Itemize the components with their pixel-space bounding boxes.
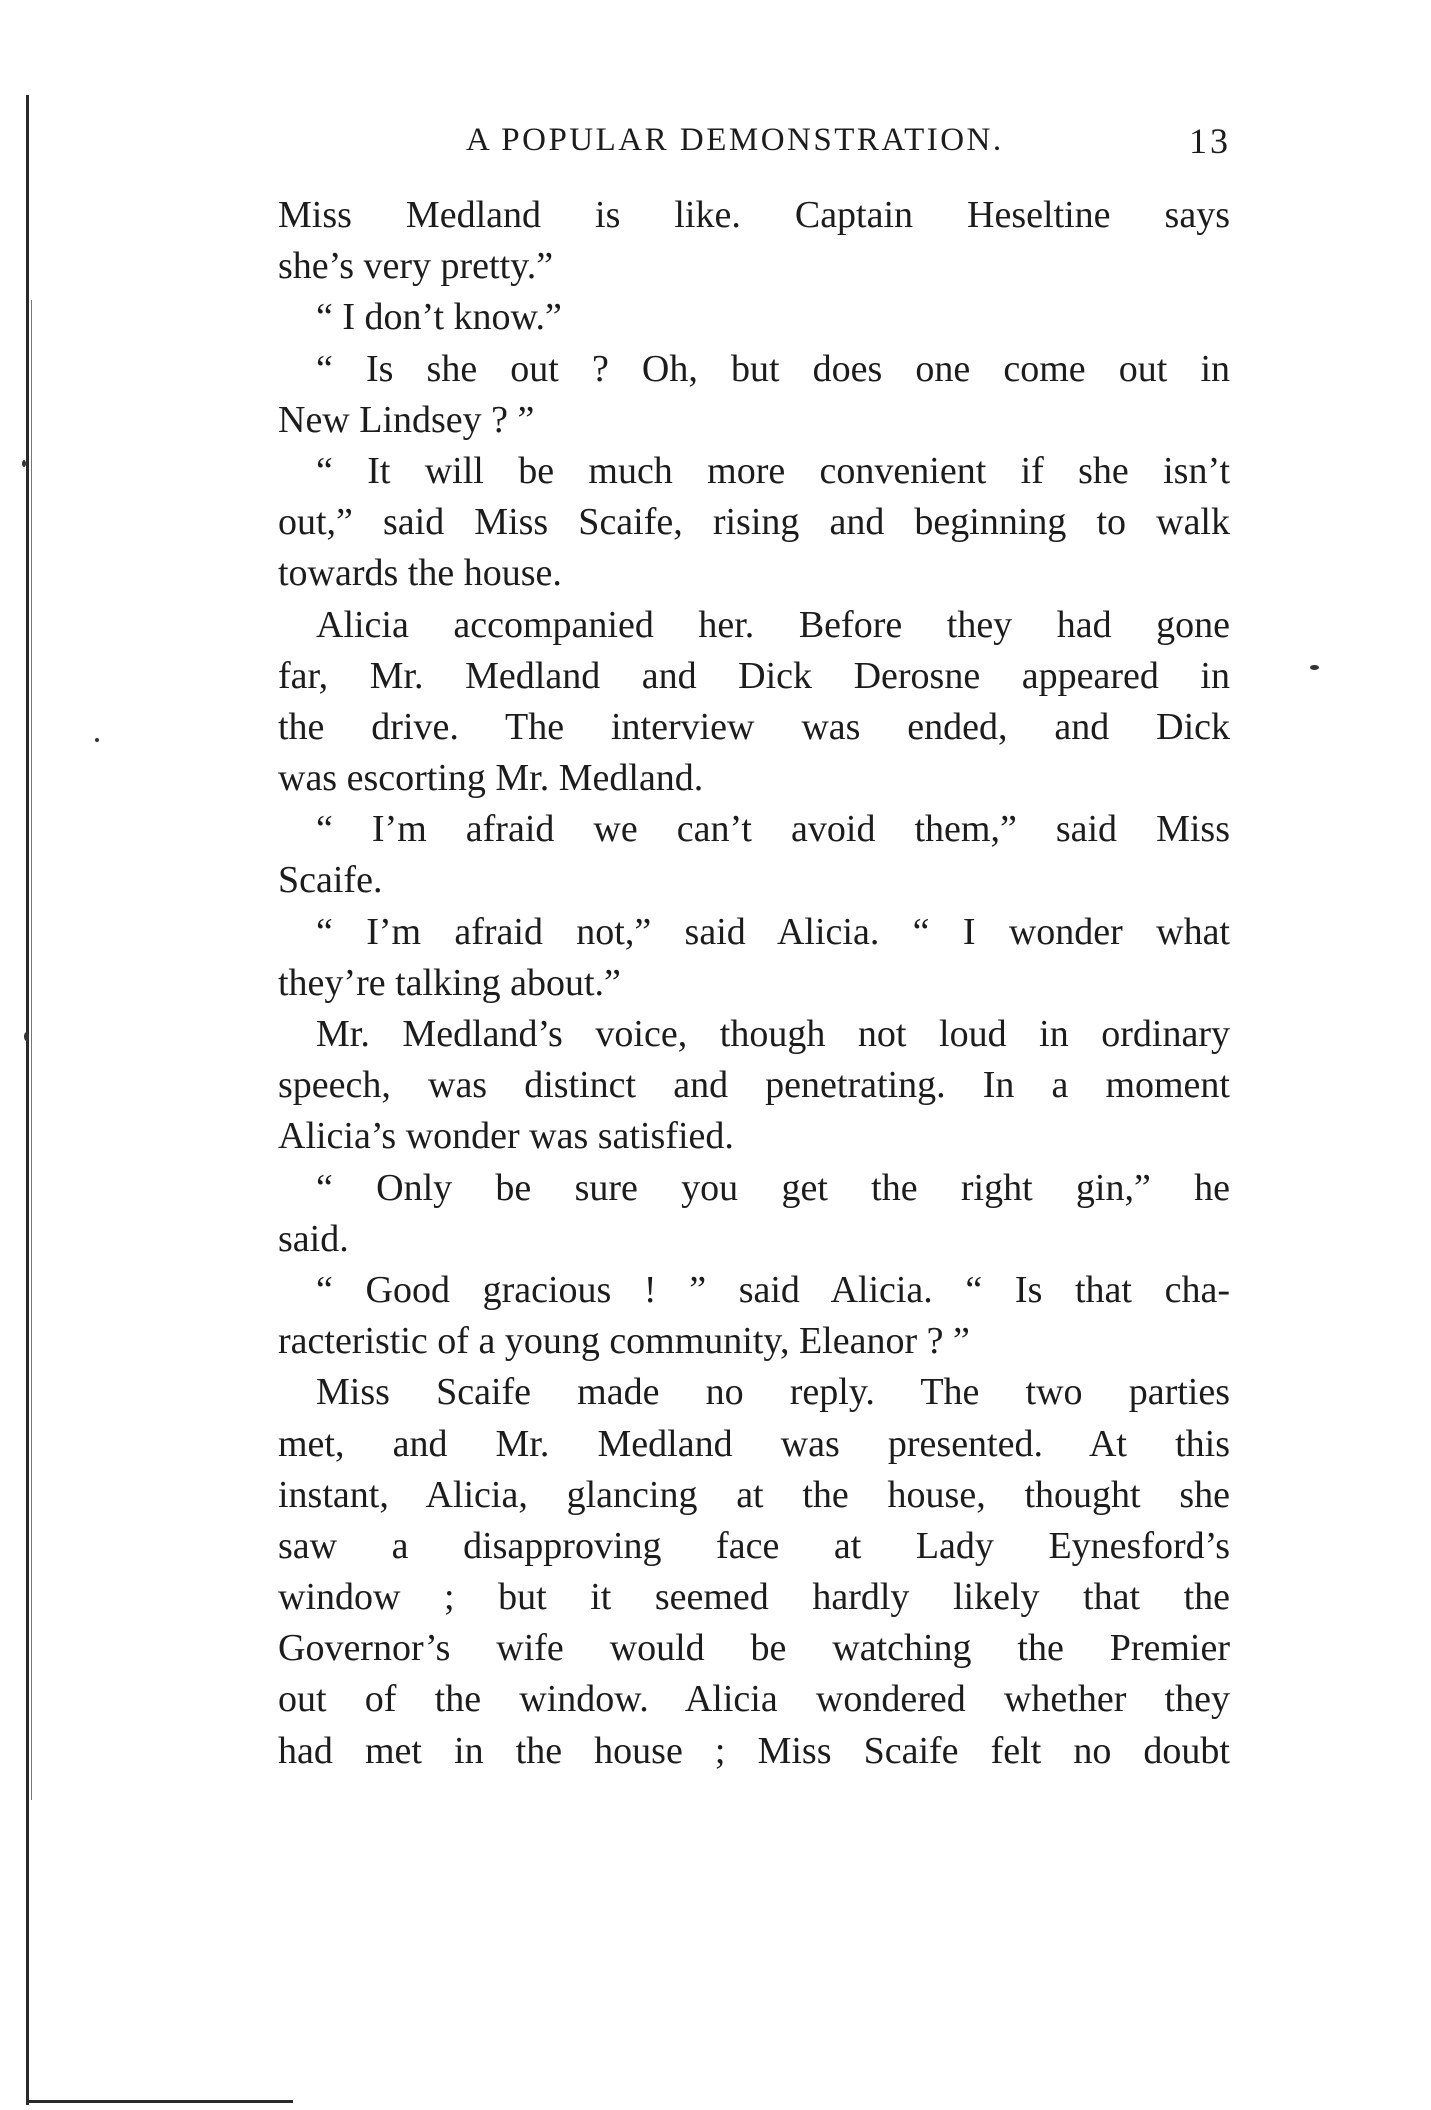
text-line: Alicia’s wonder was satisfied. bbox=[278, 1115, 734, 1158]
ink-speck bbox=[24, 1032, 29, 1041]
text-line: had met in the house ; Miss Scaife felt no doubt bbox=[278, 1729, 1230, 1772]
page-bottom-edge bbox=[28, 2100, 293, 2103]
page-gutter-edge bbox=[26, 95, 29, 2105]
body-text bbox=[278, 190, 1230, 1777]
text-line: “ Good gracious ! ” said Alicia. “ Is that cha- bbox=[316, 1268, 1230, 1311]
text-line: window ; but it seemed hardly likely that the bbox=[278, 1576, 1230, 1619]
text-line: “ I’m afraid not,” said Alicia. “ I wonder what bbox=[316, 910, 1230, 953]
text-line: “ Only be sure you get the right gin,” he bbox=[316, 1166, 1230, 1209]
text-line: out of the window. Alicia wondered whether they bbox=[278, 1678, 1230, 1721]
ink-speck bbox=[22, 460, 26, 467]
text-line: Miss Medland is like. Captain Heseltine says bbox=[278, 194, 1230, 236]
text-line: “ I don’t know.” bbox=[316, 296, 562, 339]
text-line: saw a disapproving face at Lady Eynesford’s bbox=[278, 1524, 1230, 1567]
page-gutter-shadow bbox=[31, 300, 32, 1800]
text-line: “ It will be much more convenient if she isn’t bbox=[316, 449, 1230, 492]
text-line: said. bbox=[278, 1217, 349, 1260]
text-line: the drive. The interview was ended, and Dick bbox=[278, 705, 1230, 748]
text-line: towards the house. bbox=[278, 552, 562, 595]
text-line: New Lindsey ? ” bbox=[278, 398, 535, 441]
text-line: out,” said Miss Scaife, rising and beginning to walk bbox=[278, 501, 1230, 544]
text-line: “ I’m afraid we can’t avoid them,” said Miss bbox=[316, 808, 1230, 851]
text-line: speech, was distinct and penetrating. In a moment bbox=[278, 1064, 1230, 1107]
text-line: Scaife. bbox=[278, 859, 383, 902]
text-line: Alicia accompanied her. Before they had gone bbox=[316, 603, 1230, 646]
running-title: A POPULAR DEMONSTRATION. bbox=[466, 122, 1004, 158]
text-line: they’re talking about.” bbox=[278, 961, 621, 1004]
text-line: met, and Mr. Medland was presented. At this bbox=[278, 1422, 1230, 1465]
text-line: racteristic of a young community, Eleanor ? ” bbox=[278, 1320, 970, 1363]
text-line: she’s very pretty.” bbox=[278, 245, 554, 288]
text-line: “ Is she out ? Oh, but does one come out in bbox=[316, 347, 1230, 390]
text-line: instant, Alicia, glancing at the house, thought she bbox=[278, 1473, 1230, 1516]
text-line: Mr. Medland’s voice, though not loud in ordinary bbox=[316, 1013, 1230, 1055]
ink-speck bbox=[95, 738, 99, 742]
text-line: Governor’s wife would be watching the Premier bbox=[278, 1627, 1230, 1670]
page-header bbox=[276, 122, 1231, 172]
page-number: 13 bbox=[1189, 121, 1231, 161]
text-line: far, Mr. Medland and Dick Derosne appeared in bbox=[278, 654, 1230, 697]
text-line: was escorting Mr. Medland. bbox=[278, 757, 704, 800]
text-line: Miss Scaife made no reply. The two parties bbox=[316, 1371, 1230, 1414]
ink-speck bbox=[1310, 665, 1319, 670]
